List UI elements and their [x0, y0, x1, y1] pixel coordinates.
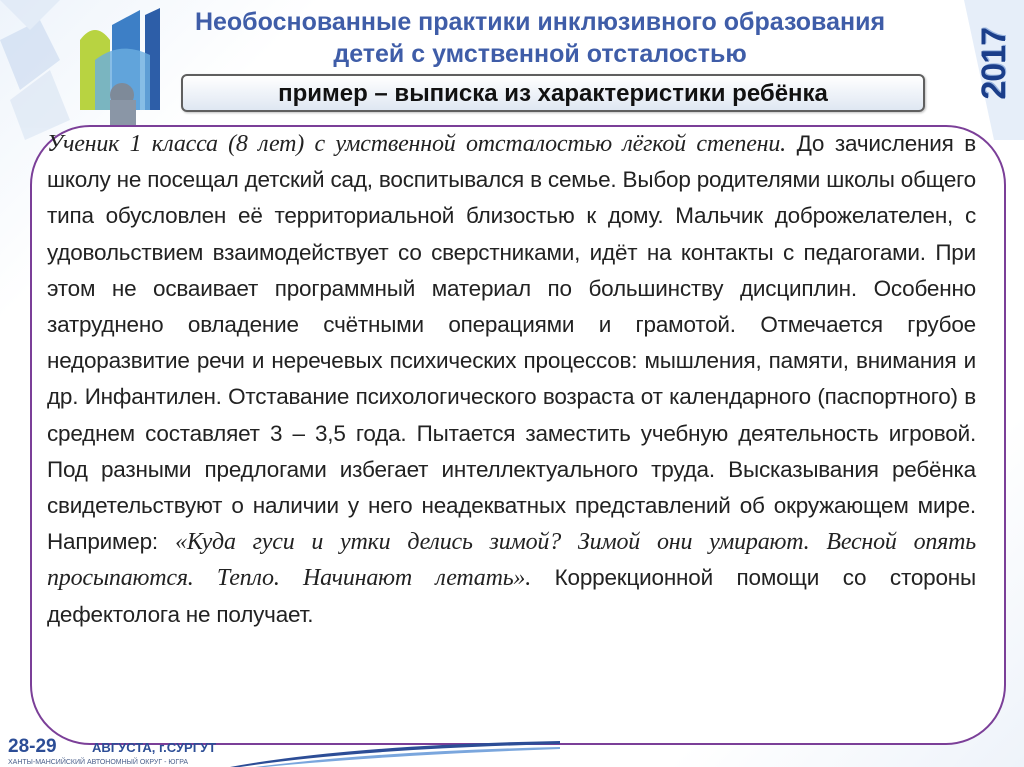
closing-sentence: Коррекционной помощи со стороны дефектолога не получает.: [47, 565, 976, 627]
footer: [0, 735, 1024, 767]
year-label: 2017: [975, 28, 1013, 100]
slide-title: Необоснованные практики инклюзивного образования детей с умственной отсталостью: [194, 8, 886, 68]
main-paragraph: До зачисления в школу не посещал детский сад, воспитывался в семье. Выбор родителями школы общего типа обусловлен её территориальной близостью к дому. Мальчик доброжелателен, с удовольствием взаимодействует со сверстниками, идёт на контакты с педагогами. При этом не осваивает программный материал по большинству дисциплин. Особенно затруднено овладение счётными операциями и грамотой. Отмечается грубое недоразвитие речи и неречевых психических процессов: мышления, памяти, внимания и др. Инфантилен. Отставание психологического возраста от календарного (паспортного) в среднем составляет 3 – 3,5 года. Пытается заместить учебную деятельность игровой. Под разными предлогами избегает интеллектуального труда. Высказывания ребёнка свидетельствуют о наличии у него неадекватных представлений об окружающем мире. Например:: [47, 131, 976, 555]
footer-region: ХАНТЫ-МАНСИЙСКИЙ АВТОНОМНЫЙ ОКРУГ - ЮГРА: [8, 759, 189, 766]
slide-subtitle: пример – выписка из характеристики ребёнка: [278, 80, 828, 107]
footer-date: 28-29: [8, 736, 57, 757]
footer-place: АВГУСТА, г.СУРГУТ: [92, 740, 217, 755]
subtitle-box: [181, 74, 925, 112]
lead-sentence: Ученик 1 класса (8 лет) с умственной отсталостью лёгкой степени.: [47, 131, 786, 157]
characteristic-text: [47, 126, 976, 633]
child-quote: «Куда гуси и утки делись зимой? Зимой они умирают. Весной опять просыпаются. Тепло. Начинают летать».: [47, 529, 976, 592]
